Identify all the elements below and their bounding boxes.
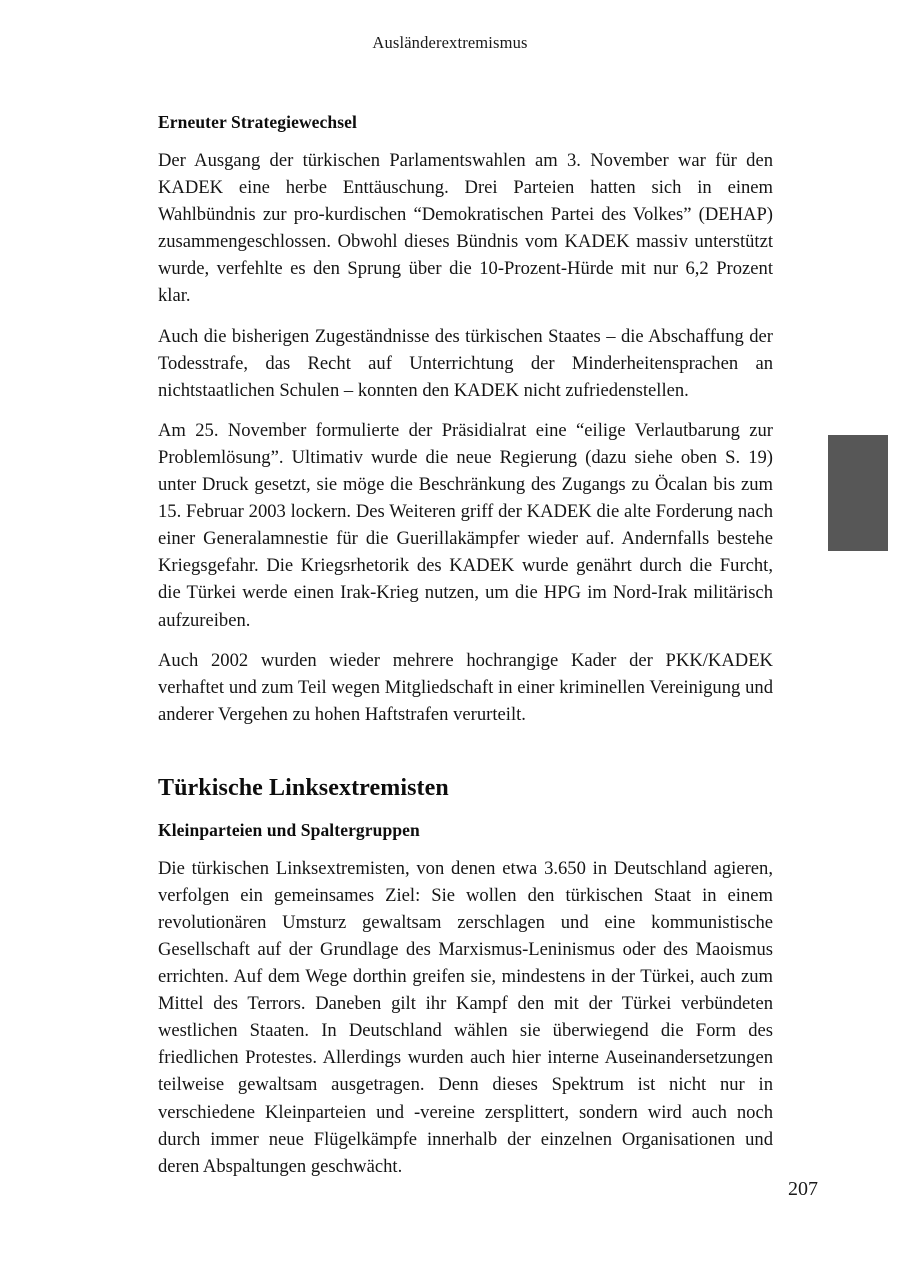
paragraph-5: Die türkischen Linksextremisten, von denen etwa 3.650 in Deutschland agieren, verfolgen ein gemeinsames Ziel: Sie wollen den türkischen Staat in einem revolutionären Umsturz gewaltsam zerschlagen und eine kommunistische Gesellschaft auf der Grundlage des Marxismus-Leninismus oder des Maoismus errichten. Auf dem Wege dorthin greifen sie, mindestens in der Türkei, auch zum Mittel des Terrors. Daneben gilt ihr Kampf den mit der Türkei verbündeten westlichen Staaten. In Deutschland wählen sie überwiegend die Form des friedlichen Protestes. Allerdings wurden auch hier interne Auseinandersetzungen teilweise gewaltsam ausgetragen. Denn dieses Spektrum ist nicht nur in verschiedene Kleinparteien und -vereine zersplittert, sondern wird auch noch durch immer neue Flügelkämpfe innerhalb der einzelnen Organisationen und deren Abspaltungen geschwächt. — [158, 857, 773, 1177]
page-number: 207 — [788, 1178, 818, 1200]
text-column — [158, 112, 773, 1180]
paragraph-1: Der Ausgang der türkischen Parlamentswahlen am 3. November war für den KADEK eine herbe Enttäuschung. Drei Parteien hatten sich in einem Wahlbündnis zur pro-kurdischen “Demokratischen Partei des Volkes” (DEHAP) zusammengeschlossen. Obwohl dieses Bündnis vom KADEK massiv unterstützt wurde, verfehlte es den Sprung über die 10-Prozent-Hürde mit nur 6,2 Prozent klar. — [158, 150, 773, 307]
sub-heading-erneuter-strategiewechsel: Erneuter Strategiewechsel — [158, 112, 357, 132]
sub-heading-kleinparteien-und-spaltergruppen: Kleinparteien und Spaltergruppen — [158, 819, 420, 840]
section-heading-tuerkische-linksextremisten: Türkische Linksextremisten — [158, 774, 449, 801]
spacer-after-section — [158, 803, 773, 820]
running-header: Ausländerextremismus — [372, 33, 528, 52]
thumb-index-tab — [828, 435, 888, 551]
paragraph-4: Auch 2002 wurden wieder mehrere hochrangige Kader der PKK/KADEK verhaftet und zum Teil wegen Mitgliedschaft in einer kriminellen Vereinigung und anderer Vergehen zu hohen Haftstrafen verurteilt. — [158, 649, 773, 725]
paragraph-3: Am 25. November formulierte der Präsidialrat eine “eilige Verlautbarung zur Problemlösung”. Ultimativ wurde die neue Regierung (dazu siehe oben S. 19) unter Druck gesetzt, sie möge die Beschränkung des Zugangs zu Öcalan bis zum 15. Februar 2003 lockern. Des Weiteren griff der KADEK die alte Forderung nach einer Generalamnestie für die Guerillakämpfer wieder auf. Andernfalls bestehe Kriegsgefahr. Die Kriegsrhetorik des KADEK wurde genährt durch die Furcht, die Türkei werde einen Irak-Krieg nutzen, um die HPG im Nord-Irak militärisch aufzureiben. — [158, 419, 773, 631]
paragraph-2: Auch die bisherigen Zugeständnisse des türkischen Staates – die Abschaffung der Todesstrafe, das Recht auf Unterrichtung der Minderheitensprachen an nichtstaatlichen Schulen – konnten den KADEK nicht zufriedenstellen. — [158, 325, 773, 401]
spacer-before-section — [158, 741, 773, 774]
